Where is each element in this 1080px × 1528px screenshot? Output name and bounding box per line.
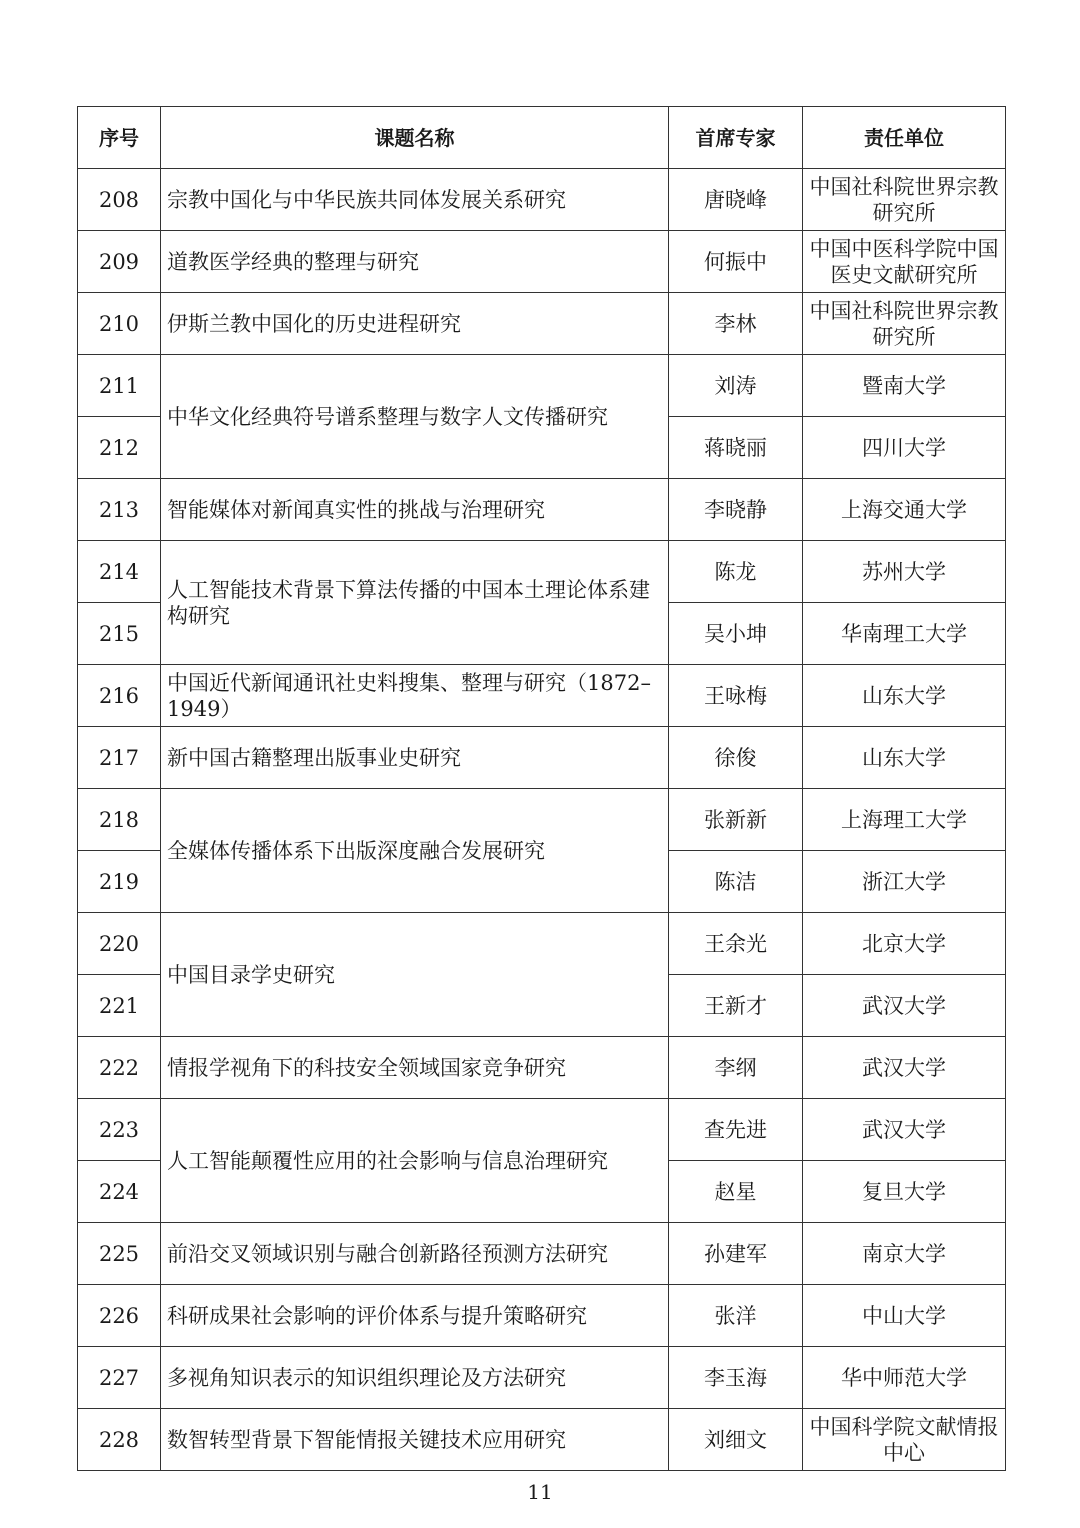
title-cell: 新中国古籍整理出版事业史研究 [161,727,669,789]
title-cell: 数智转型背景下智能情报关键技术应用研究 [161,1409,669,1471]
expert-cell: 何振中 [669,231,803,293]
table-row [78,355,1006,417]
table-row [78,231,1006,293]
seq-cell: 212 [78,417,161,479]
seq-cell: 213 [78,479,161,541]
header-expert: 首席专家 [669,107,803,169]
unit-cell: 华南理工大学 [803,603,1006,665]
unit-cell: 苏州大学 [803,541,1006,603]
title-cell: 多视角知识表示的知识组织理论及方法研究 [161,1347,669,1409]
seq-cell: 224 [78,1161,161,1223]
title-cell: 情报学视角下的科技安全领域国家竞争研究 [161,1037,669,1099]
unit-cell: 山东大学 [803,665,1006,727]
header-seq: 序号 [78,107,161,169]
expert-cell: 赵星 [669,1161,803,1223]
title-cell: 伊斯兰教中国化的历史进程研究 [161,293,669,355]
expert-cell: 刘细文 [669,1409,803,1471]
title-cell: 人工智能颠覆性应用的社会影响与信息治理研究 [161,1099,669,1223]
table-row [78,913,1006,975]
seq-cell: 221 [78,975,161,1037]
seq-cell: 209 [78,231,161,293]
unit-cell: 山东大学 [803,727,1006,789]
expert-cell: 李晓静 [669,479,803,541]
unit-cell: 浙江大学 [803,851,1006,913]
expert-cell: 陈龙 [669,541,803,603]
header-unit: 责任单位 [803,107,1006,169]
table-row [78,1037,1006,1099]
unit-cell: 南京大学 [803,1223,1006,1285]
unit-cell: 中山大学 [803,1285,1006,1347]
seq-cell: 210 [78,293,161,355]
expert-cell: 李纲 [669,1037,803,1099]
page-number: 11 [527,1480,553,1504]
table-row [78,789,1006,851]
unit-cell: 上海理工大学 [803,789,1006,851]
table-row [78,1347,1006,1409]
seq-cell: 211 [78,355,161,417]
expert-cell: 王咏梅 [669,665,803,727]
table-row [78,727,1006,789]
title-cell: 宗教中国化与中华民族共同体发展关系研究 [161,169,669,231]
title-cell: 智能媒体对新闻真实性的挑战与治理研究 [161,479,669,541]
unit-cell: 中国社科院世界宗教研究所 [803,169,1006,231]
unit-cell: 北京大学 [803,913,1006,975]
expert-cell: 孙建军 [669,1223,803,1285]
table-row [78,1099,1006,1161]
unit-cell: 武汉大学 [803,975,1006,1037]
seq-cell: 222 [78,1037,161,1099]
unit-cell: 暨南大学 [803,355,1006,417]
table-row [78,479,1006,541]
unit-cell: 武汉大学 [803,1037,1006,1099]
expert-cell: 李林 [669,293,803,355]
seq-cell: 208 [78,169,161,231]
unit-cell: 复旦大学 [803,1161,1006,1223]
unit-cell: 四川大学 [803,417,1006,479]
table-row [78,541,1006,603]
expert-cell: 王余光 [669,913,803,975]
table-header-row [78,107,1006,169]
unit-cell: 上海交通大学 [803,479,1006,541]
seq-cell: 228 [78,1409,161,1471]
title-cell: 中国目录学史研究 [161,913,669,1037]
expert-cell: 李玉海 [669,1347,803,1409]
header-title: 课题名称 [161,107,669,169]
seq-cell: 227 [78,1347,161,1409]
expert-cell: 唐晓峰 [669,169,803,231]
seq-cell: 220 [78,913,161,975]
title-cell: 全媒体传播体系下出版深度融合发展研究 [161,789,669,913]
unit-cell: 中国中医科学院中国医史文献研究所 [803,231,1006,293]
unit-cell: 武汉大学 [803,1099,1006,1161]
seq-cell: 217 [78,727,161,789]
table-row [78,169,1006,231]
seq-cell: 214 [78,541,161,603]
unit-cell: 中国社科院世界宗教研究所 [803,293,1006,355]
expert-cell: 张新新 [669,789,803,851]
table-row [78,1409,1006,1471]
expert-cell: 张洋 [669,1285,803,1347]
unit-cell: 华中师范大学 [803,1347,1006,1409]
seq-cell: 216 [78,665,161,727]
expert-cell: 徐俊 [669,727,803,789]
seq-cell: 223 [78,1099,161,1161]
seq-cell: 219 [78,851,161,913]
project-table [77,106,1006,1471]
title-cell: 中国近代新闻通讯社史料搜集、整理与研究（1872–1949） [161,665,669,727]
title-cell: 科研成果社会影响的评价体系与提升策略研究 [161,1285,669,1347]
table-row [78,665,1006,727]
table-row [78,1223,1006,1285]
seq-cell: 225 [78,1223,161,1285]
title-cell: 人工智能技术背景下算法传播的中国本土理论体系建构研究 [161,541,669,665]
seq-cell: 218 [78,789,161,851]
title-cell: 前沿交叉领域识别与融合创新路径预测方法研究 [161,1223,669,1285]
expert-cell: 王新才 [669,975,803,1037]
title-cell: 中华文化经典符号谱系整理与数字人文传播研究 [161,355,669,479]
title-cell: 道教医学经典的整理与研究 [161,231,669,293]
table-row [78,293,1006,355]
seq-cell: 226 [78,1285,161,1347]
expert-cell: 蒋晓丽 [669,417,803,479]
expert-cell: 吴小坤 [669,603,803,665]
table-row [78,1285,1006,1347]
expert-cell: 陈洁 [669,851,803,913]
expert-cell: 查先进 [669,1099,803,1161]
unit-cell: 中国科学院文献情报中心 [803,1409,1006,1471]
expert-cell: 刘涛 [669,355,803,417]
seq-cell: 215 [78,603,161,665]
